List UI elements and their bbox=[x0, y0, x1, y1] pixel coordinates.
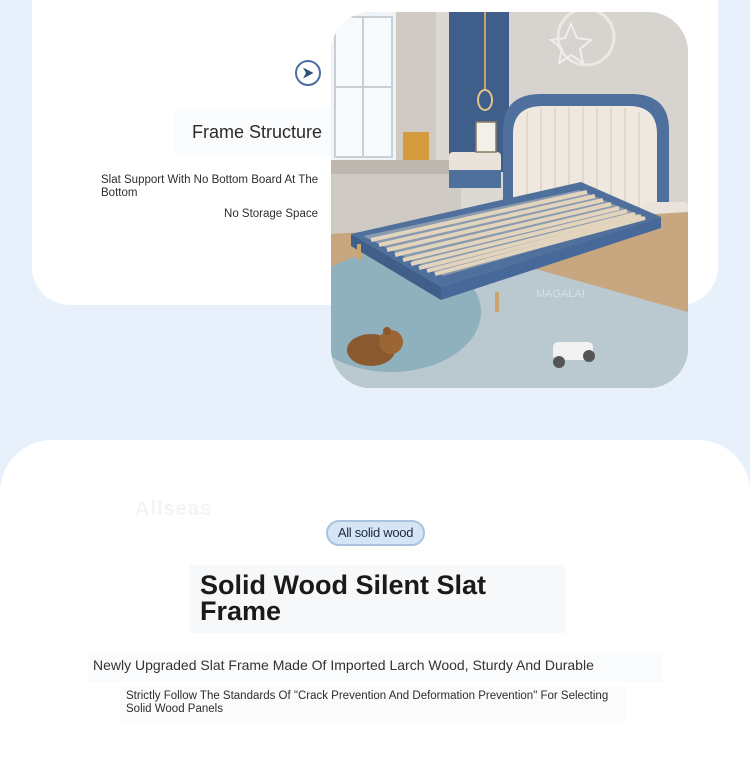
solid-wood-badge: All solid wood bbox=[326, 520, 425, 546]
chevron-right-icon bbox=[301, 66, 315, 80]
section-subtitle: Newly Upgraded Slat Frame Made Of Imported Larch Wood, Sturdy And Durable bbox=[88, 652, 663, 682]
section-description: Strictly Follow The Standards Of "Crack Prevention And Deformation Prevention" For Selecting Solid Wood Panels bbox=[120, 687, 625, 723]
feature-title: Frame Structure bbox=[175, 108, 333, 156]
section-title: Solid Wood Silent Slat Frame bbox=[190, 565, 565, 633]
ghost-logo: Allseas bbox=[135, 498, 213, 520]
chevron-right-circle-icon[interactable] bbox=[295, 60, 321, 86]
no-storage-text: No Storage Space bbox=[224, 208, 318, 220]
photo-watermark: MAGALAI bbox=[536, 288, 585, 300]
bed-product-photo bbox=[331, 12, 688, 388]
slat-support-text: Slat Support With No Bottom Board At The Bottom bbox=[101, 174, 319, 199]
solid-wood-section bbox=[0, 440, 750, 770]
